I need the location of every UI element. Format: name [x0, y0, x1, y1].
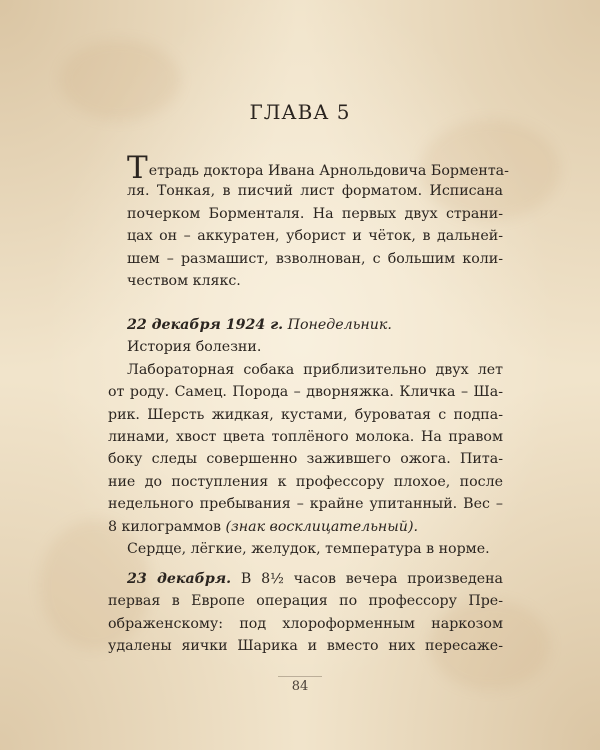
- text-line: [127, 150, 509, 186]
- intro-paragraph: [127, 150, 509, 292]
- weight-line: [108, 516, 503, 538]
- text-line: рик. Шерсть жидкая, кустами, буроватая с подпа-: [108, 406, 503, 423]
- entry-date: 23 декабря.: [127, 571, 232, 587]
- footer-rule: [278, 676, 322, 677]
- text-line: почерком Борменталя. На первых двух страни-: [127, 205, 503, 222]
- text-line: шем – размашист, взволнован, с большим коли-: [127, 250, 503, 267]
- entry-heading: История болезни.: [127, 339, 262, 356]
- diary-entry-2: [108, 568, 503, 658]
- text-line-content: етрадь доктора Ивана Арнольдовича Бормента-: [148, 163, 509, 179]
- text-line: боку следы совершенно зажившего ожога. Пита-: [108, 451, 503, 468]
- text-line: первая в Европе операция по профессору Пре-: [108, 593, 503, 610]
- text-line-content: В 8½ часов вечера произведена: [231, 571, 504, 587]
- text-line: линами, хвост цвета топлёного молока. На правом: [108, 428, 503, 445]
- text-line: ображенскому: под хлороформенным наркозом: [108, 615, 503, 632]
- text-line: ля. Тонкая, в писчий лист форматом. Исписана: [127, 183, 503, 200]
- entry-date-line: [108, 568, 503, 590]
- text-line: Лабораторная собака приблизительно двух лет: [127, 361, 503, 378]
- entry-date: 22 декабря 1924 г.: [127, 317, 284, 333]
- text-line: удалены яички Шарика и вместо них пересаже-: [108, 638, 503, 655]
- entry-weekday: Понедельник.: [283, 317, 392, 333]
- drop-cap: Т: [127, 150, 148, 186]
- page-number: 84: [291, 679, 309, 694]
- entry-date-line: [127, 314, 503, 336]
- text-line: Сердце, лёгкие, желудок, температура в норме.: [127, 540, 490, 557]
- text-line: ние до поступления к профессору плохое, после: [108, 473, 503, 490]
- chapter-title: ГЛАВА 5: [249, 100, 351, 124]
- weight-value: 8 килограммов: [108, 518, 226, 535]
- text-line: цах он – аккуратен, уборист и чёток, в дальней-: [127, 228, 503, 245]
- text-line: недельного пребывания – крайне упитанный. Вес –: [108, 496, 503, 513]
- text-line: чеством клякс.: [127, 272, 241, 289]
- weight-note: (знак восклицательный).: [225, 518, 418, 535]
- diary-entry-1: [108, 314, 503, 560]
- text-line: от роду. Самец. Порода – дворняжка. Кличка – Ша-: [108, 384, 503, 401]
